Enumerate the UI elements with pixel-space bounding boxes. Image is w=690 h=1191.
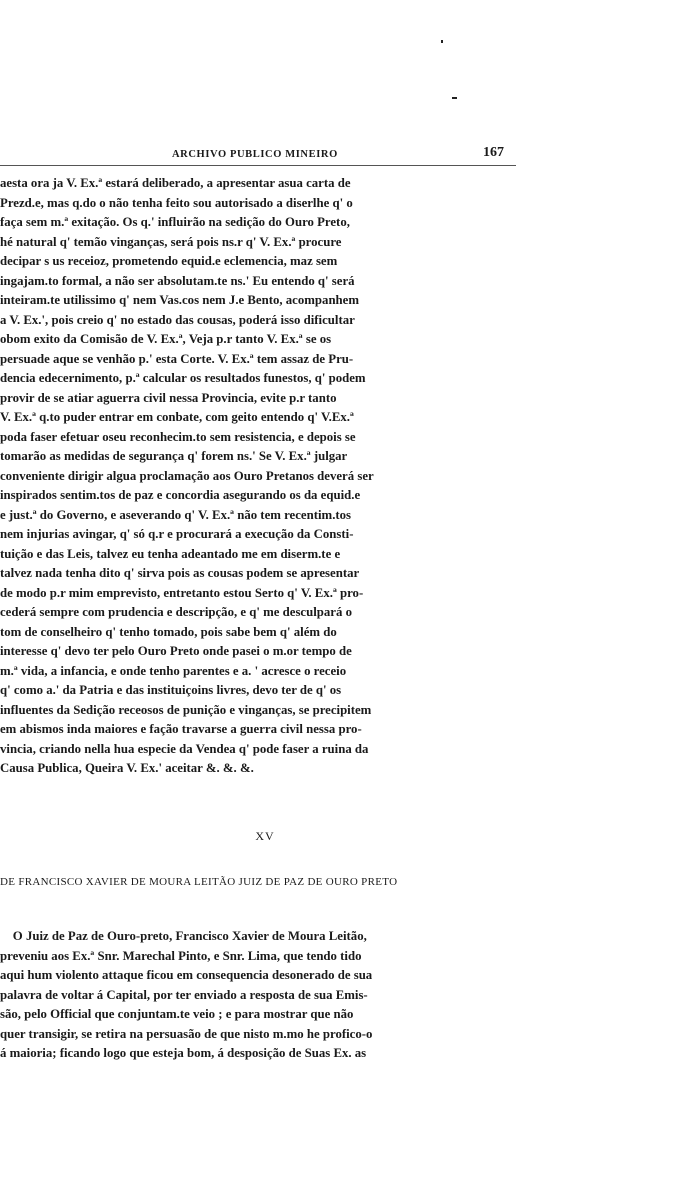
text-line: cederá sempre com prudencia e descripção, e q' me desculpará o: [0, 605, 352, 619]
text-line: influentes da Sedição receosos de punição e vinganças, se precipitem: [0, 702, 372, 717]
text-line: tuição e das Leis, talvez eu tenha adeantado me em diserm.te e: [0, 546, 341, 561]
text-line: dencia edecernimento, p.ª calcular os resultados funestos, q' podem: [0, 371, 366, 385]
paper-speck: [452, 97, 457, 99]
text-line: interesse q' devo ter pelo Ouro Preto onde pasei o m.or tempo de: [0, 644, 352, 658]
text-line: vincia, criando nella hua especie da Vendea q' pode faser a ruina da: [0, 741, 369, 756]
text-line: quer transigir, se retira na persuasão de que nisto m.mo he profico-o: [0, 1026, 373, 1041]
text-line: faça sem m.ª exitação. Os q.' influirão na sedição do Ouro Preto,: [0, 215, 350, 229]
text-line: decipar s us receioz, prometendo equid.e eclemencia, maz sem: [0, 254, 338, 268]
text-line: palavra de voltar á Capital, por ter enviado a resposta de sua Emis-: [0, 987, 368, 1002]
text-line: obom exito da Comisão de V. Ex.ª, Veja p.r tanto V. Ex.ª se os: [0, 332, 332, 346]
text-line: a V. Ex.', pois creio q' no estado das cousas, poderá isso dificultar: [0, 312, 355, 327]
text-line: q' como a.' da Patria e das instituiçoins livres, devo ter de q' os: [0, 683, 342, 697]
section-title: DE FRANCISCO XAVIER DE MOURA LEITÃO JUIZ DE PAZ DE OURO PRETO: [0, 876, 398, 888]
header-rule: [0, 165, 516, 166]
paper-speck: [441, 40, 443, 43]
page-header: [0, 136, 518, 166]
text-line: persuade aque se venhão p.' esta Corte. V. Ex.ª tem assaz de Pru-: [0, 351, 354, 366]
text-line: provir de se atiar aguerra civil nessa Provincia, evite p.r tanto: [0, 390, 337, 405]
section-number: XV: [255, 829, 275, 843]
text-line: ingajam.to formal, a não ser absolutam.te ns.' Eu entendo q' será: [0, 273, 355, 288]
text-line: aqui hum violento attaque ficou em consequencia desonerado de sua: [0, 968, 373, 982]
text-line: de modo p.r mim emprevisto, entretanto estou Serto q' V. Ex.ª pro-: [0, 585, 364, 600]
running-title: ARCHIVO PUBLICO MINEIRO: [172, 149, 338, 160]
text-line: tom de conselheiro q' tenho tomado, pois sabe bem q' além do: [0, 624, 337, 639]
text-line: talvez nada tenha dito q' sirva pois as cousas podem se apresentar: [0, 566, 360, 580]
text-line: V. Ex.ª q.to puder entrar em conbate, com geito entendo q' V.Ex.ª: [0, 410, 354, 424]
page-number: 167: [483, 145, 504, 160]
text-line: O Juiz de Paz de Ouro-preto, Francisco Xavier de Moura Leitão,: [0, 929, 367, 943]
text-line: em abismos inda maiores e fação travarse a guerra civil nessa pro-: [0, 722, 362, 736]
text-line: poda faser efetuar oseu reconhecim.to sem resistencia, e depois se: [0, 429, 356, 444]
section-body: [0, 927, 518, 1064]
text-line: preveniu aos Ex.ª Snr. Marechal Pinto, e Snr. Lima, que tendo tido: [0, 948, 362, 963]
letter-body: [0, 174, 518, 779]
text-line: m.ª vida, a infancia, e onde tenho parentes e a. ' acresce o receio: [0, 663, 347, 678]
text-line: inteiram.te utilissimo q' nem Vas.cos nem J.e Bento, acompanhem: [0, 293, 360, 307]
text-line: Prezd.e, mas q.do o não tenha feito sou autorisado a diserlhe q' o: [0, 195, 353, 210]
text-line: Causa Publica, Queira V. Ex.' aceitar &. &. &.: [0, 761, 254, 775]
text-line: inspirados sentim.tos de paz e concordia asegurando os da equid.e: [0, 488, 361, 502]
text-line: hé natural q' temão vinganças, será pois ns.r q' V. Ex.ª procure: [0, 234, 342, 249]
text-line: são, pelo Official que conjuntam.te veio ; e para mostrar que não: [0, 1007, 354, 1021]
text-line: e just.ª do Governo, e aseverando q' V. Ex.ª não tem recentim.tos: [0, 507, 352, 522]
text-line: nem injurias avingar, q' só q.r e procurará a execução da Consti-: [0, 527, 354, 541]
text-line: á maioria; ficando logo que esteja bom, á desposição de Suas Ex. as: [0, 1046, 367, 1060]
text-line: conveniente dirigir algua proclamação aos Ouro Pretanos deverá ser: [0, 468, 374, 483]
text-line: tomarão as medidas de segurança q' forem ns.' Se V. Ex.ª julgar: [0, 449, 348, 463]
text-line: aesta ora ja V. Ex.ª estará deliberado, a apresentar asua carta de: [0, 176, 351, 190]
